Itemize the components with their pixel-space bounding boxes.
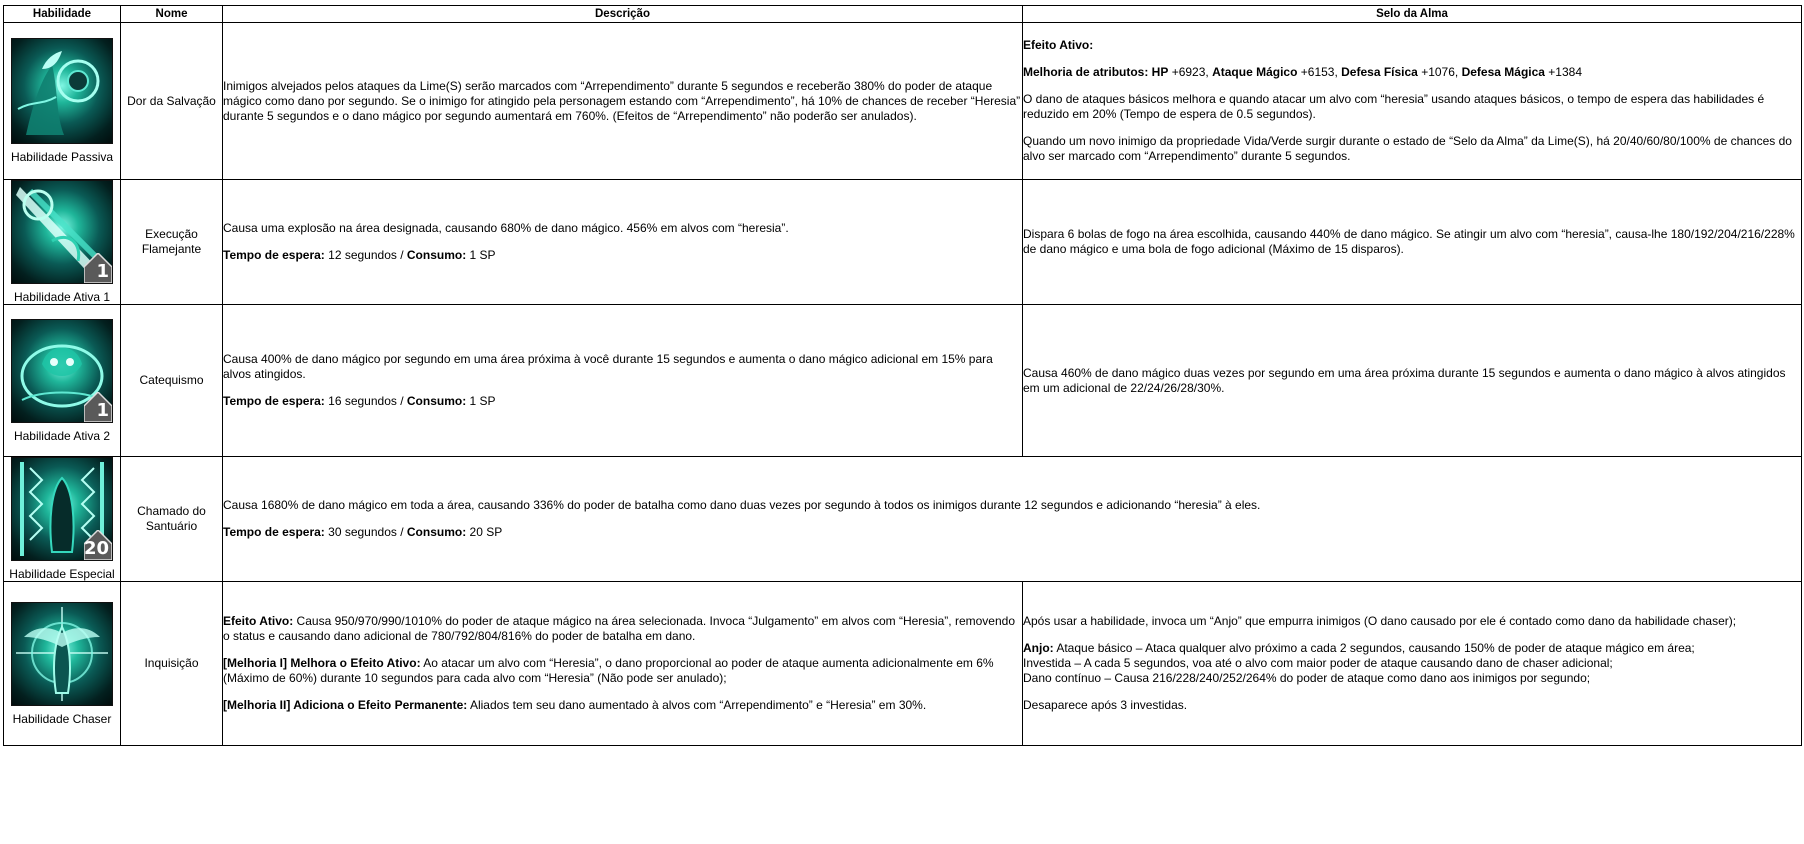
- bold-text: Tempo de espera:: [223, 525, 325, 539]
- text-run: Quando um novo inimigo da propriedade Vida/Verde surgir durante o estado de “Selo da Alma” da Lime(S), há 20/40/60/80/100% de chances do alvo ser marcado com “Arrependimento” durante 5 segundos.: [1023, 134, 1792, 163]
- bold-text: Consumo:: [406, 525, 467, 539]
- bold-text: [Melhoria II] Adiciona o Efeito Permanente:: [223, 698, 468, 712]
- skill-name: Inquisição: [121, 582, 223, 746]
- table-row: [4, 457, 1802, 582]
- text-run: Após usar a habilidade, invoca um “Anjo” que empurra inimigos (O dano causado por ele é contado como dano da habilidade chaser);: [1023, 614, 1737, 628]
- text-run: +1384: [1544, 65, 1582, 79]
- skill-type-label: Habilidade Ativa 1: [13, 290, 111, 304]
- skill-cell: [4, 457, 121, 582]
- text-run: Aliados tem seu dano aumentado à alvos com “Arrependimento” e “Heresia” em 30%.: [467, 698, 927, 712]
- skill-description: [223, 457, 1802, 582]
- bold-text: Anjo:: [1023, 641, 1054, 655]
- bold-text: Tempo de espera:: [223, 248, 325, 262]
- text-run: Ataque básico – Ataca qualquer alvo próximo a cada 2 segundos, causando 150% de poder de ataque mágico em área;: [1053, 641, 1695, 655]
- skill-cost-badge: 1: [84, 253, 112, 283]
- soul-seal-description: [1023, 582, 1802, 746]
- skill-name: Chamado do Santuário: [121, 457, 223, 582]
- bold-text: Consumo:: [406, 248, 467, 262]
- table-row: [4, 582, 1802, 746]
- header-skill: Habilidade: [4, 6, 121, 23]
- text-paragraph: [1023, 641, 1801, 686]
- skill-description: [223, 582, 1023, 746]
- text-paragraph: [223, 394, 1022, 409]
- header-soul-seal: Selo da Alma: [1023, 6, 1802, 23]
- table-row: [4, 305, 1802, 457]
- text-run: Investida – A cada 5 segundos, voa até o alvo com maior poder de ataque causando dano de chaser adicional;: [1023, 656, 1613, 670]
- bold-text: Ataque Mágico: [1212, 65, 1298, 79]
- bold-text: Tempo de espera:: [223, 394, 325, 408]
- skill-cell: [4, 180, 121, 305]
- text-paragraph: [223, 352, 1022, 382]
- text-run: 1 SP: [466, 394, 496, 408]
- bold-text: [Melhoria I] Melhora o Efeito Ativo:: [223, 656, 421, 670]
- bold-text: Melhoria de atributos: HP: [1023, 65, 1169, 79]
- text-paragraph: [1023, 134, 1801, 164]
- text-paragraph: [1023, 227, 1801, 257]
- text-run: +1076,: [1417, 65, 1462, 79]
- soul-seal-description: [1023, 180, 1802, 305]
- catechism-icon: [11, 319, 113, 423]
- text-run: 20 SP: [466, 525, 503, 539]
- text-run: 16 segundos /: [324, 394, 407, 408]
- header-row: [4, 6, 1802, 23]
- text-run: 30 segundos /: [324, 525, 407, 539]
- text-run: Causa uma explosão na área designada, causando 680% de dano mágico. 456% em alvos com “heresia”.: [223, 221, 789, 235]
- table-row: [4, 180, 1802, 305]
- text-paragraph: [1023, 366, 1801, 396]
- bold-text: Defesa Física: [1341, 65, 1418, 79]
- soul-seal-description: [1023, 23, 1802, 180]
- text-paragraph: [1023, 614, 1801, 629]
- skill-type-label: Habilidade Ativa 2: [13, 428, 111, 443]
- text-paragraph: [223, 498, 1801, 513]
- skill-cell: [4, 305, 121, 457]
- text-run: +6153,: [1297, 65, 1342, 79]
- skill-type-label: Habilidade Especial: [9, 567, 115, 581]
- text-paragraph: [223, 656, 1022, 686]
- header-name: Nome: [121, 6, 223, 23]
- text-run: Dano contínuo – Causa 216/228/240/252/264% do poder de ataque como dano aos inimigos por segundo;: [1023, 671, 1591, 685]
- text-run: 1 SP: [466, 248, 496, 262]
- skill-type-label: Habilidade Passiva: [10, 150, 114, 164]
- skill-description: [223, 305, 1023, 457]
- bold-text: Defesa Mágica: [1461, 65, 1545, 79]
- sanctuary-call-icon: [11, 457, 113, 561]
- text-run: O dano de ataques básicos melhora e quando atacar um alvo com “heresia” usando ataques básicos, o tempo de espera das habilidades é reduzido em 20% (Tempo de espera de 0.5 segundos).: [1023, 92, 1765, 121]
- text-paragraph: [223, 614, 1022, 644]
- text-run: Causa 950/970/990/1010% do poder de ataque mágico na área selecionada. Invoca “Julgamento” em alvos com “Heresia”, removendo o status e causando dano adicional de 780/792/804/816% do poder de batalha em dano.: [223, 614, 1015, 643]
- text-paragraph: [223, 221, 1022, 236]
- skill-description: [223, 180, 1023, 305]
- table-row: [4, 23, 1802, 180]
- skill-name: Catequismo: [121, 305, 223, 457]
- header-description: Descrição: [223, 6, 1023, 23]
- text-paragraph: [1023, 698, 1801, 713]
- text-run: +6923,: [1168, 65, 1213, 79]
- skills-table: [3, 5, 1802, 746]
- inquisition-icon: [11, 602, 113, 706]
- bold-text: Efeito Ativo:: [1023, 38, 1094, 52]
- skill-cell: [4, 582, 121, 746]
- text-paragraph: [1023, 65, 1801, 80]
- text-paragraph: [223, 248, 1022, 263]
- text-paragraph: [223, 525, 1801, 540]
- text-run: 12 segundos /: [324, 248, 407, 262]
- text-paragraph: [223, 698, 1022, 713]
- bold-text: Consumo:: [406, 394, 467, 408]
- skill-cost-badge: 20: [84, 530, 112, 560]
- text-run: Desaparece após 3 investidas.: [1023, 698, 1188, 712]
- text-run: Causa 460% de dano mágico duas vezes por segundo em uma área próxima durante 15 segundos e aumenta o dano mágico à alvos atingidos em um adicional de 22/24/26/28/30%.: [1023, 365, 1786, 395]
- text-run: Causa 1680% de dano mágico em toda a área, causando 336% do poder de batalha como dano duas vezes por segundo à todos os inimigos durante 12 segundos e adicionando “heresia” à eles.: [223, 498, 1261, 512]
- skill-name: Dor da Salvação: [121, 23, 223, 180]
- passive-skill-icon: [11, 38, 113, 144]
- text-paragraph: [1023, 92, 1801, 122]
- bold-text: Efeito Ativo:: [223, 614, 294, 628]
- text-paragraph: [223, 79, 1022, 124]
- skill-type-label: Habilidade Chaser: [12, 711, 112, 726]
- text-run: Dispara 6 bolas de fogo na área escolhida, causando 440% de dano mágico. Se atingir um alvo com “heresia”, causa-lhe 180/192/204/216/228% de dano mágico e uma bola de fogo adicional (Máximo de 15 disparos).: [1023, 227, 1795, 256]
- soul-seal-description: [1023, 305, 1802, 457]
- text-run: Ao atacar um alvo com “Heresia”, o dano proporcional ao poder de ataque aumenta adicionalmente em 6% (Máximo de 60%) durante 10 segundos para cada alvo com “Heresia” (Não pode ser anulado);: [223, 656, 994, 685]
- skill-cell: [4, 23, 121, 180]
- text-run: Inimigos alvejados pelos ataques da Lime(S) serão marcados com “Arrependimento” durante 5 segundos e receberão 380% do poder de ataque mágico como dano por segundo. Se o inimigo for atingido pela personagem estando com “Arrependimento”, há 10% de chances de receber “Heresia” durante 5 segundos e o dano mágico por segundo aumentará em 760%. (Efeitos de “Arrependimento” não poderão ser anulados).: [223, 78, 1021, 123]
- text-paragraph: [1023, 38, 1801, 53]
- skill-name: Execução Flamejante: [121, 180, 223, 305]
- skill-cost-badge: 1: [84, 392, 112, 422]
- text-run: Causa 400% de dano mágico por segundo em uma área próxima à você durante 15 segundos e aumenta o dano mágico adicional em 15% para alvos atingidos.: [223, 352, 993, 381]
- flame-execution-icon: [11, 180, 113, 284]
- skill-description: [223, 23, 1023, 180]
